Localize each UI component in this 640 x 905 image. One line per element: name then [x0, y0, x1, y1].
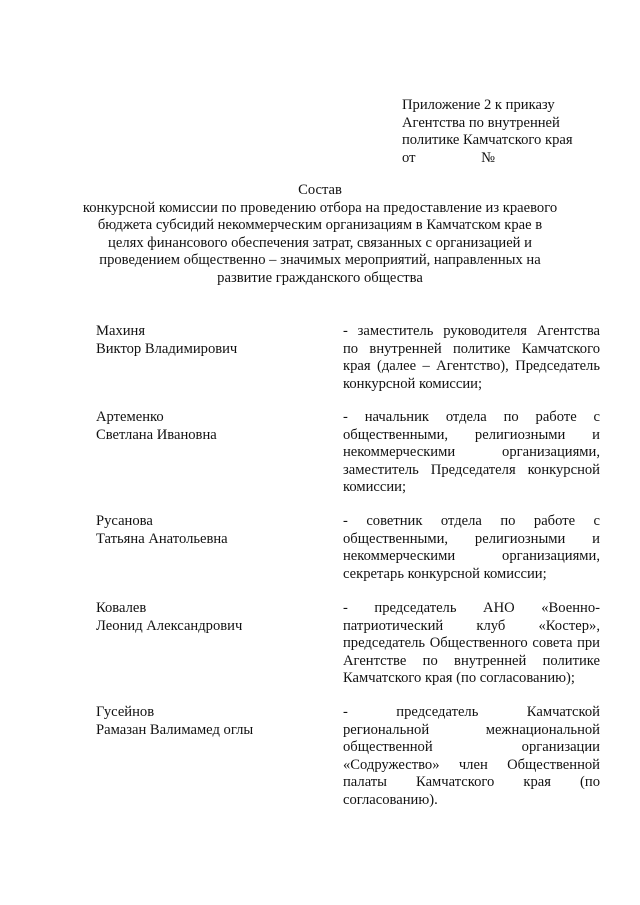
- appendix-line: политике Камчатского края: [402, 132, 573, 149]
- member-surname: Махиня: [96, 323, 146, 339]
- commission-members-list: [0, 323, 640, 810]
- title-description: конкурсной комиссии по проведению отбора на предоставление из краевого бюджета субсидий некоммерческим организациям в Камчатском крае в целях финансового обеспечения затрат, связанных с организацией и проведением общественно – значимых мероприятий, направленных на развитие гражданского общества: [82, 199, 558, 286]
- appendix-line: Агентства по внутренней: [402, 114, 560, 131]
- document-title: [80, 182, 560, 288]
- appendix-line: Приложение 2 к приказу: [402, 97, 555, 113]
- member-surname: Русанова: [96, 513, 153, 529]
- member-row: [0, 323, 640, 409]
- member-name: [96, 323, 316, 358]
- member-given-names: Леонид Александрович: [96, 617, 243, 634]
- member-given-names: Виктор Владимирович: [96, 340, 238, 357]
- member-role: - председатель АНО «Военно-патриотический клуб «Костер», председатель Общественного совета при Агентстве по внутренней политике Камчатского края (по согласованию);: [343, 600, 600, 687]
- member-surname: Гусейнов: [96, 704, 155, 720]
- member-surname: Ковалев: [96, 600, 147, 616]
- member-row: [0, 513, 640, 600]
- member-row: [0, 600, 640, 704]
- member-given-names: Рамазан Валимамед оглы: [96, 721, 254, 738]
- member-name: [96, 600, 316, 635]
- member-given-names: Светлана Ивановна: [96, 426, 217, 443]
- member-name: [96, 409, 316, 444]
- member-name: [96, 513, 316, 548]
- member-given-names: Татьяна Анатольевна: [96, 530, 228, 547]
- member-surname: Артеменко: [96, 409, 164, 425]
- title-heading: Состав: [298, 182, 342, 198]
- member-role: - начальник отдела по работе с общественными, религиозными и некоммерческими организациями, заместитель Председателя конкурсной комиссии;: [343, 409, 600, 496]
- appendix-date-number-line: от №: [402, 149, 496, 166]
- member-row: [0, 704, 640, 810]
- member-role: - заместитель руководителя Агентства по внутренней политике Камчатского края (далее – Агентство), Председатель конкурсной комиссии;: [343, 323, 600, 392]
- member-role: - советник отдела по работе с общественными, религиозными и некоммерческими организациями, секретарь конкурсной комиссии;: [343, 513, 600, 582]
- appendix-header: [402, 97, 622, 167]
- member-row: [0, 409, 640, 513]
- member-name: [96, 704, 316, 739]
- member-role: - председатель Камчатской региональной межнациональной общественной организации «Содружество» член Общественной палаты Камчатского края (по согласованию).: [343, 704, 600, 808]
